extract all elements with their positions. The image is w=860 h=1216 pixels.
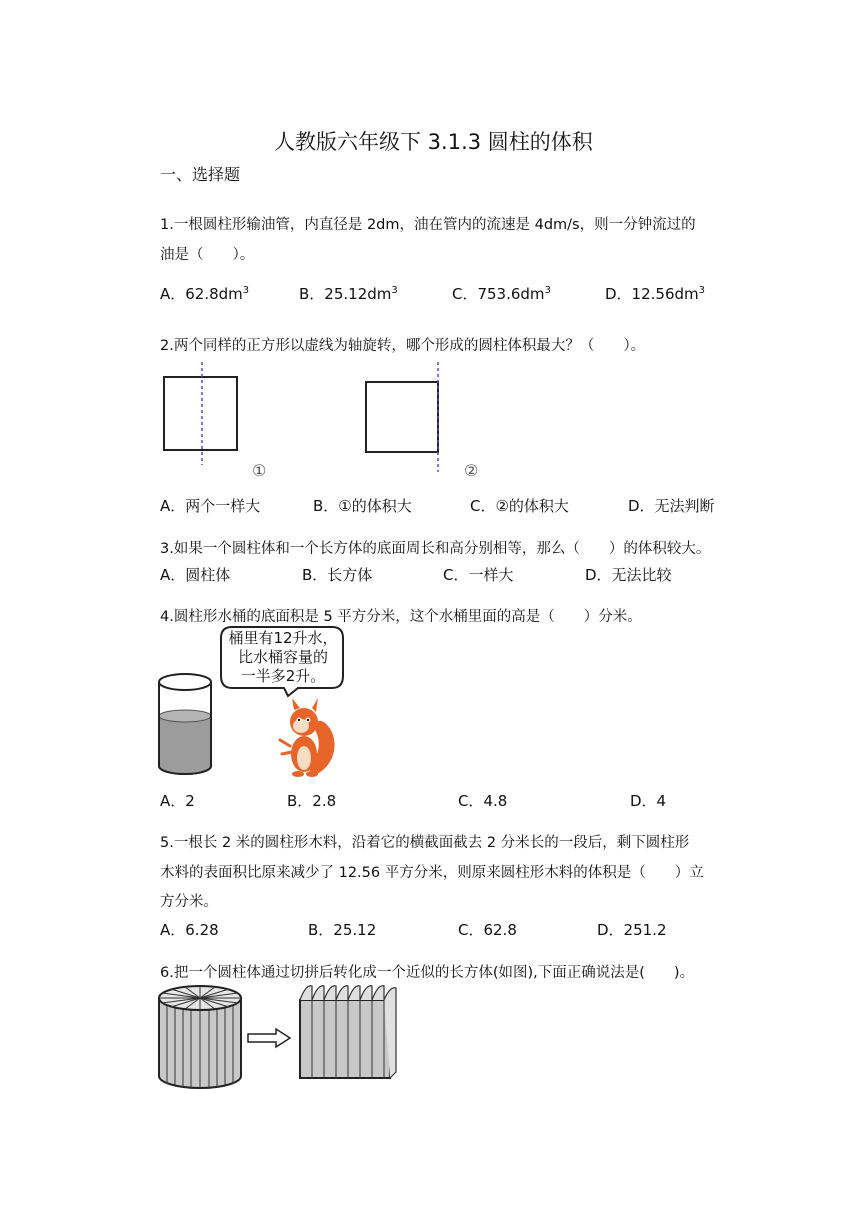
q5-option-a: A．6.28 [160, 921, 219, 939]
q3-option-a: A．圆柱体 [160, 566, 231, 584]
q1-option-b [299, 283, 398, 304]
q4-option-b: B．2.8 [287, 792, 337, 810]
q4-bucket-illustration [156, 668, 216, 780]
q2-text: 2.两个同样的正方形以虚线为轴旋转，哪个形成的圆柱体积最大？（ ）。 [160, 338, 646, 354]
q6-text: 6.把一个圆柱体通过切拼后转化成一个近似的长方体(如图),下面正确说法是( )。 [160, 965, 695, 981]
q5-text-line3: 方分米。 [160, 894, 218, 910]
q1-text-line2: 油是（ ）。 [160, 247, 255, 263]
q4-speech-line1: 桶里有12升水， [228, 629, 338, 647]
q4-speech-text [228, 629, 338, 686]
q2-option-d: D．无法判断 [628, 497, 715, 515]
q1-text-line1: 1.一根圆柱形输油管，内直径是 2dm，油在管内的流速是 4dm/s，则一分钟流过的 [160, 217, 696, 233]
q2-figure-2-label: ② [464, 461, 479, 480]
q3-text: 3.如果一个圆柱体和一个长方体的底面周长和高分别相等，那么（ ）的体积较大。 [160, 541, 711, 557]
q4-option-a: A．2 [160, 792, 195, 810]
arrow-right-icon [246, 1028, 294, 1048]
q6-cylinder-figure [155, 980, 250, 1092]
q5-option-c: C．62.8 [458, 921, 517, 939]
q4-speech-line2: 比水桶容量的 [237, 648, 328, 666]
q1-option-a [160, 283, 249, 304]
q2-figure-1-label: ① [252, 461, 267, 480]
q1-option-a-label: A．62.8dm [160, 285, 243, 303]
q5-option-d: D．251.2 [597, 921, 667, 939]
q5-text-line2: 木料的表面积比原来减少了 12.56 平方分米，则原来圆柱形木料的体积是（ ）立 [160, 865, 704, 881]
q3-option-c: C．一样大 [443, 566, 514, 584]
q1-option-d [605, 283, 705, 304]
q6-cuboid-figure [296, 982, 401, 1082]
q1-option-b-sup: 3 [391, 285, 398, 296]
q1-option-c [452, 283, 551, 304]
q1-option-d-label: D．12.56dm [605, 285, 699, 303]
q4-squirrel-icon [272, 696, 340, 780]
section-heading: 一、选择题 [160, 165, 241, 184]
q4-option-c: C．4.8 [458, 792, 508, 810]
q1-option-c-sup: 3 [544, 285, 551, 296]
q1-option-c-label: C．753.6dm [452, 285, 545, 303]
q3-option-b: B．长方体 [302, 566, 373, 584]
q4-text: 4.圆柱形水桶的底面积是 5 平方分米，这个水桶里面的高是（ ）分米。 [160, 609, 642, 625]
q5-text-line1: 5.一根长 2 米的圆柱形木料，沿着它的横截面截去 2 分米长的一段后，剩下圆柱形 [160, 835, 690, 851]
q3-option-d: D．无法比较 [585, 566, 672, 584]
q1-option-d-sup: 3 [698, 285, 706, 296]
q1-option-b-label: B．25.12dm [299, 285, 392, 303]
q4-option-d: D．4 [630, 792, 667, 810]
q2-option-c: C．②的体积大 [470, 497, 569, 515]
q5-option-b: B．25.12 [308, 921, 377, 939]
q4-speech-line3: 一半多2升。 [240, 667, 326, 685]
page-title: 人教版六年级下 3.1.3 圆柱的体积 [274, 130, 593, 154]
q2-option-b: B．①的体积大 [313, 497, 412, 515]
q2-option-a: A．两个一样大 [160, 497, 261, 515]
q1-option-a-sup: 3 [242, 285, 250, 296]
